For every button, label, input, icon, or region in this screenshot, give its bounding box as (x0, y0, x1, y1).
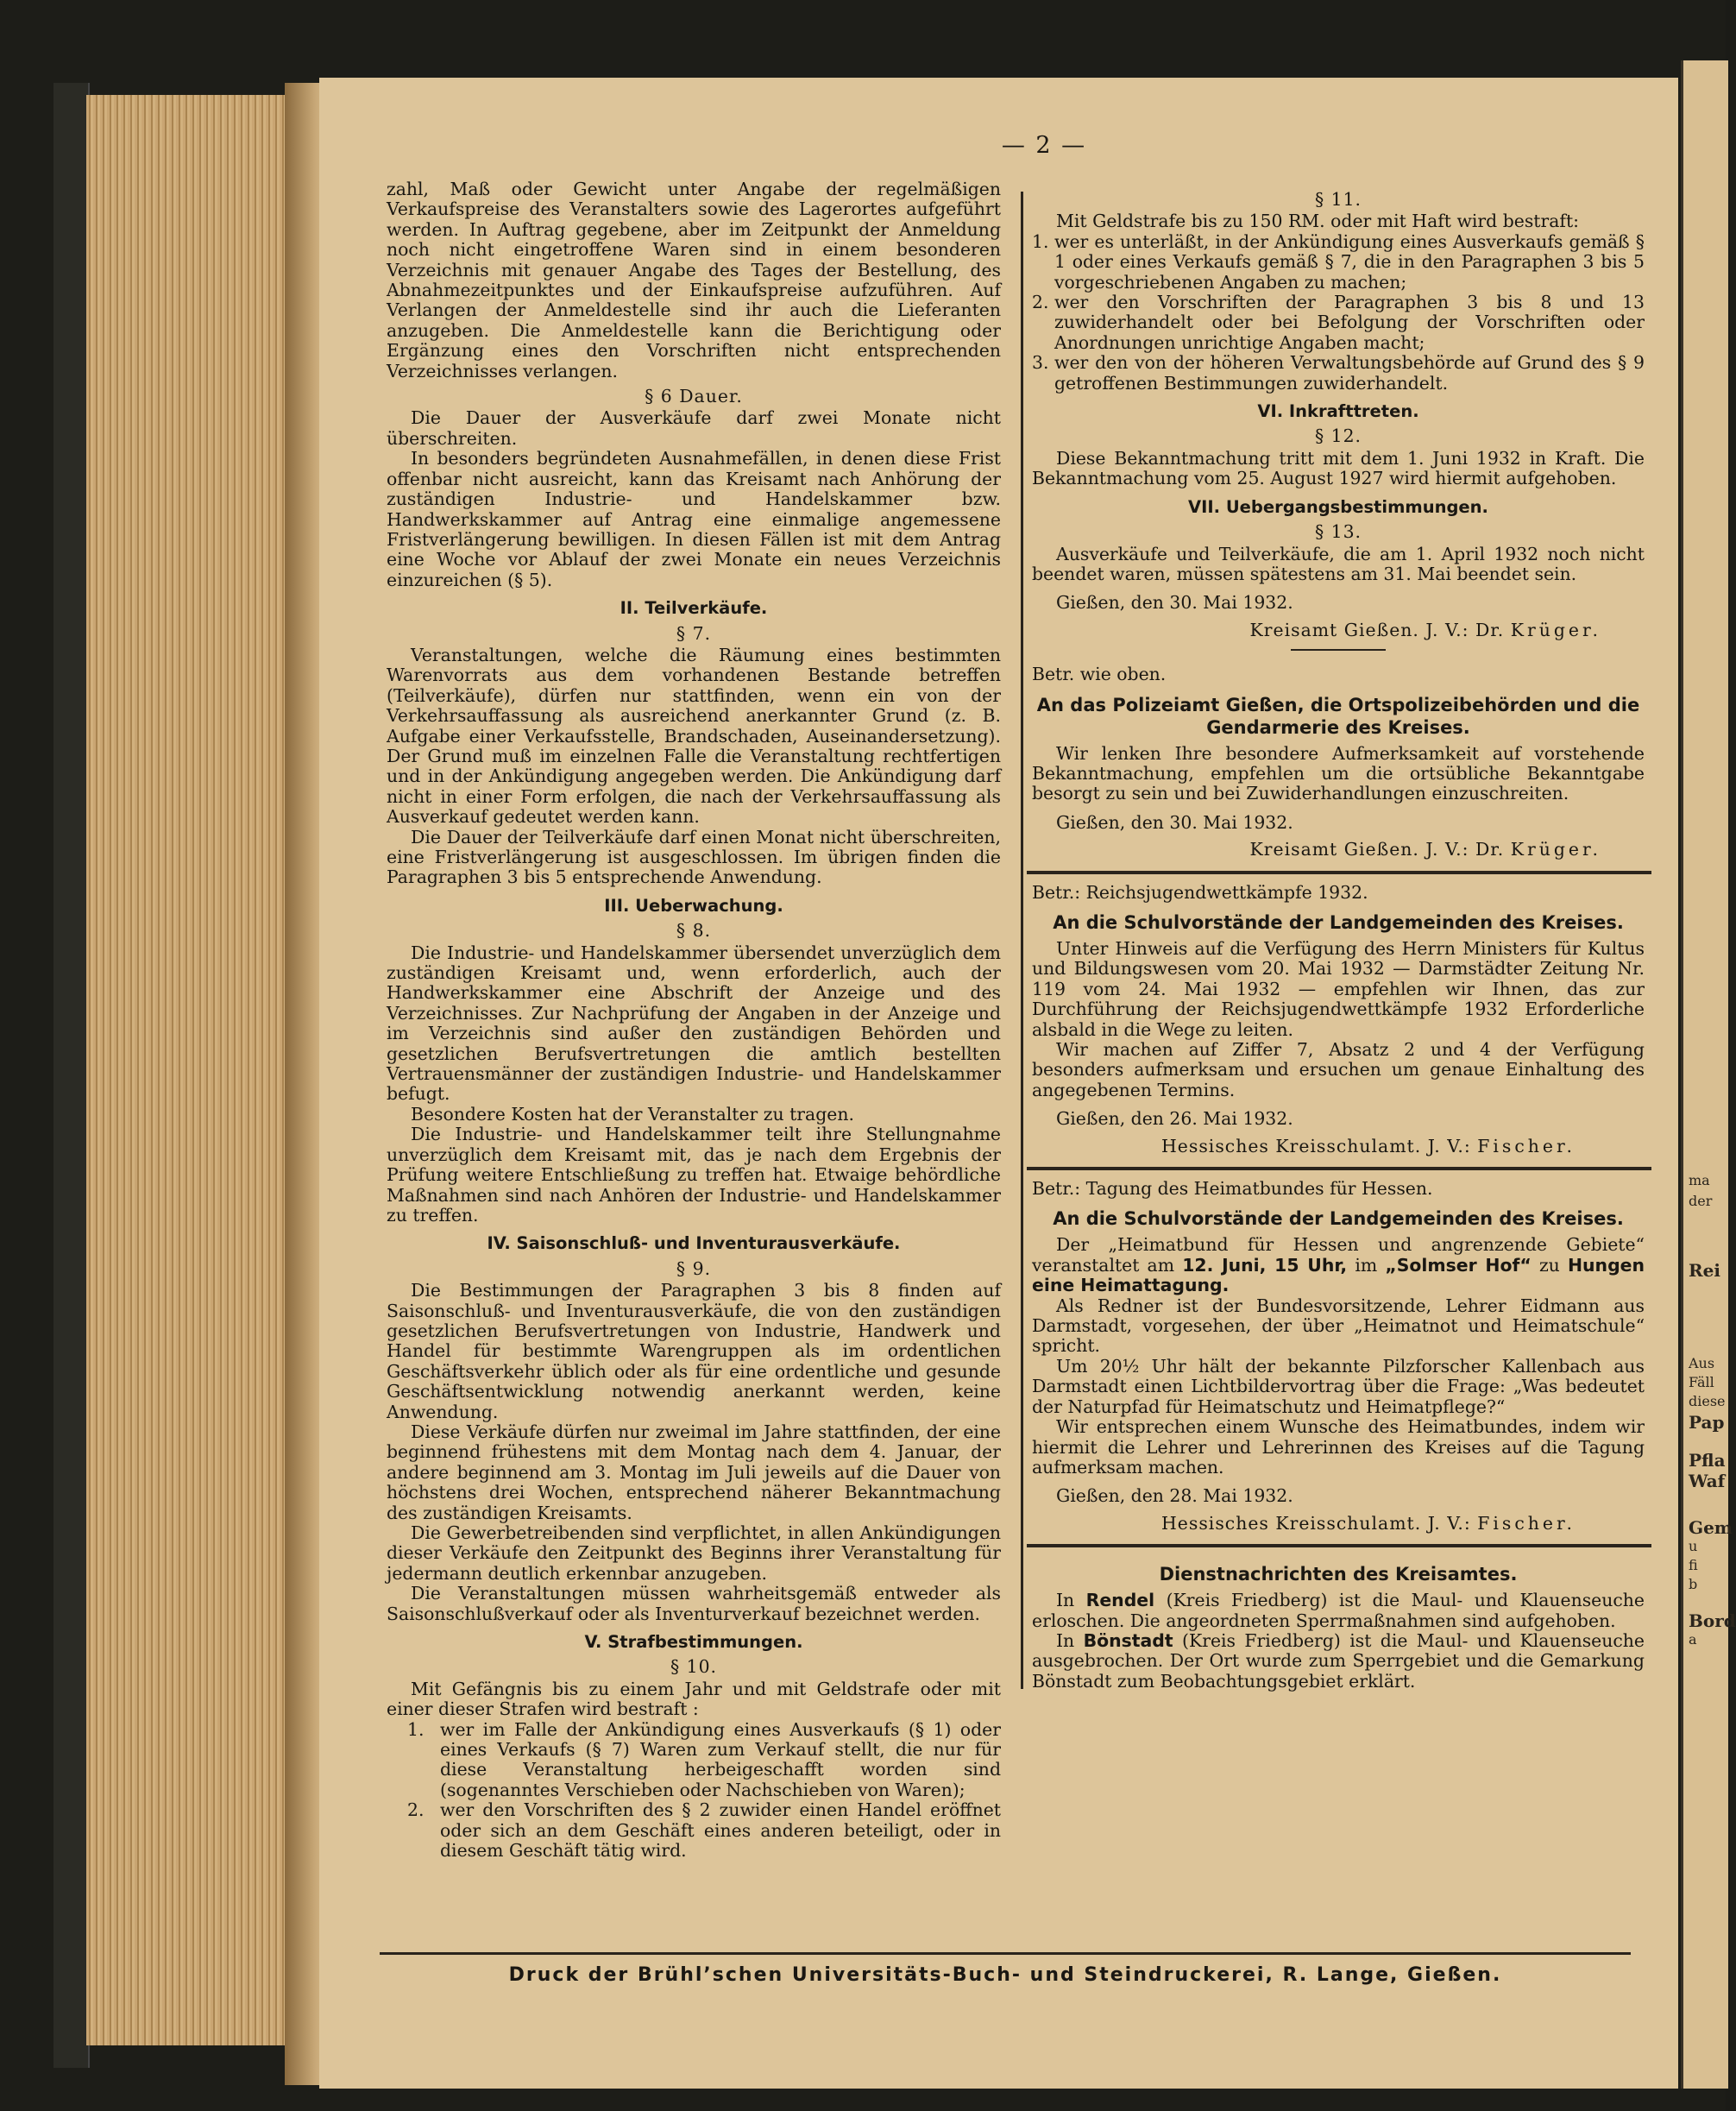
notice-heading: Dienstnachrichten des Kreisamtes. (1159, 1564, 1518, 1585)
section-heading: § 7. (676, 622, 712, 644)
section-heading: § 6 Dauer. (645, 386, 743, 407)
signature (1032, 1137, 1576, 1156)
signature-name: Fischer. (1477, 1512, 1576, 1534)
text-run: In (1056, 1590, 1075, 1611)
paragraph: Die Veranstaltungen müssen wahrheitsgemäß entweder als Saisonschlußverkauf oder als Inventurverkauf bezeichnet werden. (387, 1583, 1001, 1624)
item-text: wer den Vorschriften des § 2 zuwider einen Handel eröffnet oder sich an dem Geschäft eines anderen beteiligt, oder in diesem Geschäft tätig wird. (440, 1799, 1001, 1862)
date-line: Gießen, den 28. Mai 1932. (1056, 1485, 1293, 1507)
text-run: (Kreis Friedberg) ist die Maul- und Klauenseuche ausgebrochen. Der Ort wurde zum Sperrgebiet und die Gemarkung Bönstadt zum Beobachtungsgebiet erklärt. (1032, 1629, 1645, 1692)
right-column (1032, 176, 1645, 1692)
paragraph: Die Industrie- und Handelskammer teilt ihre Stellungnahme unverzüglich dem Kreisamt mit, das je nach dem Ergebnis der Prüfung weitere Entschließung zu treffen hat. Etwaige behördliche Maßnahmen sind nach Anhören der Industrie- und Handelskammer zu treffen. (387, 1124, 1001, 1226)
book-cover-edge (53, 83, 90, 2068)
date-line: Gießen, den 26. Mai 1932. (1056, 1108, 1293, 1130)
notice-heading: An die Schulvorstände der Landgemeinden des Kreises. (1053, 1208, 1624, 1230)
section-heading: § 11. (1314, 189, 1362, 210)
separator (1027, 1167, 1651, 1170)
paragraph: Die Bestimmungen der Paragraphen 3 bis 8 finden auf Saisonschluß- und Inventurausverkäufe, die von den zuständigen gesetzlichen Berufsvertretungen von Industrie, Handwerk und Handel für bestimmte Warengruppen als im ordentlichen Geschäftsverkehr üblich oder als für eine ordentliche und gesunde Geschäftsentwicklung notwendig anerkannt werden, keine Anwendung. (387, 1280, 1001, 1422)
text-run: (Kreis Friedberg) ist die Maul- und Klauenseuche erloschen. Die angeordneten Sperrmaßnahmen sind aufgehoben. (1032, 1590, 1645, 1631)
paragraph: Ausverkäufe und Teilverkäufe, die am 1. April 1932 noch nicht beendet waren, müssen spätestens am 31. Mai beendet sein. (1032, 543, 1645, 584)
signature-name: Krüger. (1510, 619, 1601, 640)
subject-line: Betr.: Tagung des Heimatbundes für Hessen. (1032, 1178, 1433, 1200)
edge-fragment: fi (1689, 1557, 1698, 1573)
edge-fragment: u (1689, 1538, 1698, 1554)
notice-heading: An das Polizeiamt Gießen, die Ortspolizeibehörden und die Gendarmerie des Kreises. (1036, 694, 1640, 738)
chapter-heading: VII. Uebergangsbestimmungen. (1188, 496, 1488, 517)
paragraph: Diese Bekanntmachung tritt mit dem 1. Juni 1932 in Kraft. Die Bekanntmachung vom 25. August 1927 wird hiermit aufgehoben. (1032, 447, 1645, 489)
paragraph (1032, 1591, 1645, 1631)
bold-run: „Solmser Hof“ (1385, 1254, 1532, 1276)
paragraph: Die Gewerbetreibenden sind verpflichtet, in allen Ankündigungen dieser Verkäufe den Zeitpunkt des Beginns ihrer Veranstaltung für jedermann deutlich erkennbar anzugeben. (387, 1522, 1001, 1584)
item-text: wer den Vorschriften der Paragraphen 3 bis 8 und 13 zuwiderhandelt oder bei Befolgung der Vorschriften oder Anordnungen unrichtige Angaben macht; (1054, 292, 1645, 353)
item-text: wer den von der höheren Verwaltungsbehörde auf Grund des § 9 getroffenen Bestimmungen zuwiderhandelt. (1054, 352, 1645, 394)
section-heading: § 8. (676, 920, 712, 942)
edge-fragment: Rei (1689, 1260, 1720, 1281)
date-line: Gießen, den 30. Mai 1932. (1056, 811, 1293, 833)
item-number: 1. (407, 1718, 425, 1740)
paragraph: Wir entsprechen einem Wunsche des Heimatbundes, indem wir hiermit die Lehrer und Lehrerinnen des Kreises auf die Tagung aufmerksam machen. (1032, 1416, 1645, 1478)
edge-fragment: Bord (1689, 1610, 1736, 1631)
signature-name: Fischer. (1477, 1135, 1576, 1156)
edge-fragment: Fäll (1689, 1374, 1714, 1390)
text-run: Der „Heimatbund für Hessen und angrenzende Gebiete“ veranstaltet am (1032, 1234, 1645, 1276)
paragraph: zahl, Maß oder Gewicht unter Angabe der regelmäßigen Verkaufspreise des Veranstalters sowie des Lagerortes aufgeführt werden. In Auftrag gegebene, aber im Zeitpunkt der Anmeldung noch nicht eingetroffene Waren sind in einem besonderen Verzeichnis mit genauer Angabe des Tages der Bestellung, des Abnahmezeitpunktes und der Einkaufspreise aufzuführen. Auf Verlangen der Anmeldestelle sind ihr auch die Lieferanten anzugeben. Die Anmeldestelle kann die Berichtigung oder Ergänzung eines den Vorschriften nicht entsprechenden Verzeichnisses verlangen. (387, 179, 1001, 381)
paragraph: In besonders begründeten Ausnahmefällen, in denen diese Frist offenbar nicht ausreicht, kann das Kreisamt nach Anhörung der zuständigen Industrie- und Handelskammer bzw. Handwerkskammer auf Antrag eine einmalige angemessene Fristverlängerung bewilligen. In diesen Fällen ist mit dem Antrag eine Woche vor Ablauf der zwei Monate ein neues Verzeichnis einzureichen (§ 5). (387, 448, 1001, 590)
subject-line: Betr.: Reichsjugendwettkämpfe 1932. (1032, 881, 1368, 903)
separator (1027, 1544, 1651, 1547)
edge-fragment: a (1689, 1631, 1697, 1648)
section-heading: § 12. (1314, 425, 1362, 447)
paragraph: Die Industrie- und Handelskammer übersendet unverzüglich dem zuständigen Kreisamt und, wenn erforderlich, auch der Handwerkskammer eine Abschrift der Anzeige und des Verzeichnisses. Zur Nachprüfung der Angaben in der Anzeige und im Verzeichnis sind außer den zuständigen Behörden und gesetzlichen Berufsvertretungen die amtlich bestellten Vertrauensmänner der zuständigen Industrie- und Handelskammer befugt. (387, 942, 1001, 1105)
item-text: wer im Falle der Ankündigung eines Ausverkaufs (§ 1) oder eines Verkaufs (§ 7) Waren zum Verkauf stellt, die nur für diese Veranstaltung herbeigeschafft worden sind (sogenanntes Verschieben oder Nachschieben von Waren); (440, 1718, 1001, 1800)
numbered-item (387, 1800, 1001, 1861)
numbered-item (1032, 232, 1645, 293)
paragraph: Mit Geldstrafe bis zu 150 RM. oder mit Haft wird bestraft: (1056, 211, 1580, 232)
signature-office: Kreisamt Gießen. J. V.: Dr. (1249, 619, 1505, 640)
text-run: zu (1538, 1254, 1560, 1276)
bold-run: Bönstadt (1083, 1629, 1173, 1651)
section-heading: § 10. (670, 1656, 718, 1678)
edge-fragment: b (1689, 1576, 1698, 1592)
page-stack (86, 95, 293, 2045)
paragraph: Die Dauer der Ausverkäufe darf zwei Monate nicht überschreiten. (387, 407, 1001, 449)
bold-run: Hungen eine Heimattagung. (1032, 1254, 1645, 1296)
numbered-item (1032, 293, 1645, 353)
separator (1027, 871, 1651, 874)
paragraph: Unter Hinweis auf die Verfügung des Herrn Ministers für Kultus und Bildungswesen vom 20. Mai 1932 — Darmstädter Zeitung Nr. 119 vom 24. Mai 1932 — empfehlen wir Ihnen, das zur Durchführung der Reichsjugendwettkämpfe 1932 Erforderliche alsbald in die Wege zu leiten. (1032, 937, 1645, 1040)
chapter-heading: II. Teilverkäufe. (620, 598, 768, 619)
paragraph: Mit Gefängnis bis zu einem Jahr und mit Geldstrafe oder mit einer dieser Strafen wird bestraft : (387, 1678, 1001, 1720)
signature (1032, 621, 1601, 640)
paragraph: Um 20½ Uhr hält der bekannte Pilzforscher Kallenbach aus Darmstadt einen Lichtbildervortrag über die Frage: „Was bedeutet der Naturpfad für Heimatschutz und Heimatpflege?“ (1032, 1355, 1645, 1417)
chapter-heading: V. Strafbestimmungen. (584, 1632, 803, 1653)
edge-fragment: Gem (1689, 1517, 1733, 1538)
chapter-heading: III. Ueberwachung. (604, 895, 783, 916)
paragraph: Besondere Kosten hat der Veranstalter zu tragen. (411, 1103, 854, 1125)
numbered-item (1032, 353, 1645, 394)
edge-fragment: Pap (1689, 1412, 1725, 1433)
item-number: 3. (1032, 352, 1049, 374)
adjacent-page-edge (1681, 60, 1736, 2089)
signature-office: Kreisamt Gießen. J. V.: Dr. (1249, 839, 1505, 860)
numbered-item (387, 1720, 1001, 1801)
paragraph (1032, 1235, 1645, 1295)
printer-imprint: Druck der Brühl’schen Universitäts-Buch- und Steindruckerei, R. Lange, Gießen. (508, 1964, 1502, 1986)
subject-line: Betr. wie oben. (1032, 664, 1167, 685)
footer-rule (380, 1952, 1631, 1955)
edge-fragment: Aus (1689, 1355, 1715, 1371)
edge-fragment: ma (1689, 1172, 1710, 1188)
page-number: — 2 — (1001, 132, 1087, 159)
text-run: In (1056, 1629, 1075, 1651)
paragraph (1032, 1631, 1645, 1692)
chapter-heading: VI. Inkrafttreten. (1257, 401, 1419, 422)
edge-fragment: Waf (1689, 1471, 1726, 1491)
left-column (387, 180, 1001, 1862)
paragraph: Veranstaltungen, welche die Räumung eines bestimmten Warenvorrats aus dem vorhandenen Bestande betreffen (Teilverkäufe), dürfen nur stattfinden, wenn ein von der Verkehrsauffassung als ausreichend anerkannter Grund (z. B. Aufgabe einer Verkaufsstelle, Brandschaden, Auseinandersetzung). Der Grund muß im einzelnen Falle die Veranstaltung rechtfertigen und in der Ankündigung angegeben werden. Die Ankündigung darf nicht in einer Form erfolgen, die nach der Verkehrsauffassung als Ausverkauf gedeutet werden kann. (387, 644, 1001, 828)
paragraph: Diese Verkäufe dürfen nur zweimal im Jahre stattfinden, der eine beginnend frühestens mit dem Montag nach dem 4. Januar, der andere beginnend am 3. Montag im Juli jeweils auf die Dauer von höchstens drei Wochen, entsprechend näherer Bekanntmachung des zuständigen Kreisamts. (387, 1421, 1001, 1523)
notice-heading: An die Schulvorstände der Landgemeinden des Kreises. (1053, 911, 1624, 933)
date-line: Gießen, den 30. Mai 1932. (1056, 592, 1293, 614)
column-divider (1021, 192, 1023, 1689)
bold-run: Rendel (1085, 1590, 1155, 1611)
chapter-heading: IV. Saisonschluß- und Inventurausverkäufe. (487, 1233, 901, 1254)
item-number: 2. (1032, 292, 1049, 313)
section-heading: § 13. (1314, 521, 1362, 543)
item-number: 1. (1032, 230, 1049, 252)
signature-name: Krüger. (1510, 839, 1601, 860)
separator (1291, 649, 1386, 651)
paragraph: Wir machen auf Ziffer 7, Absatz 2 und 4 der Verfügung besonders aufmerksam und ersuchen um genaue Einhaltung des angegebenen Termins. (1032, 1039, 1645, 1100)
signature (1032, 840, 1601, 860)
signature (1032, 1514, 1576, 1534)
signature-office: Hessisches Kreisschulamt. J. V.: (1161, 1512, 1471, 1534)
text-run: im (1355, 1254, 1378, 1276)
paragraph: Als Redner ist der Bundesvorsitzende, Lehrer Eidmann aus Darmstadt, vorgesehen, der über „Heimatnot und Heimatschule“ spricht. (1032, 1295, 1645, 1357)
paragraph: Wir lenken Ihre besondere Aufmerksamkeit auf vorstehende Bekanntmachung, empfehlen um die ortsübliche Bekanntgabe besorgt zu sein und bei Zuwiderhandlungen einzuschreiten. (1032, 742, 1645, 804)
edge-fragment: diese (1689, 1393, 1726, 1409)
edge-fragment: der (1689, 1193, 1713, 1209)
item-number: 2. (407, 1799, 425, 1821)
signature-office: Hessisches Kreisschulamt. J. V.: (1161, 1135, 1471, 1156)
paragraph: Die Dauer der Teilverkäufe darf einen Monat nicht überschreiten, eine Fristverlängerung ist ausgeschlossen. Im übrigen finden die Paragraphen 3 bis 5 entsprechende Anwendung. (387, 826, 1001, 888)
edge-fragment: Pfla (1689, 1450, 1726, 1471)
bold-run: 12. Juni, 15 Uhr, (1182, 1254, 1348, 1276)
section-heading: § 9. (676, 1257, 712, 1279)
item-text: wer es unterläßt, in der Ankündigung eines Ausverkaufs gemäß § 1 oder eines Verkaufs gemäß § 7, die in den Paragraphen 3 bis 5 vorgeschriebenen Angaben zu machen; (1054, 230, 1645, 293)
